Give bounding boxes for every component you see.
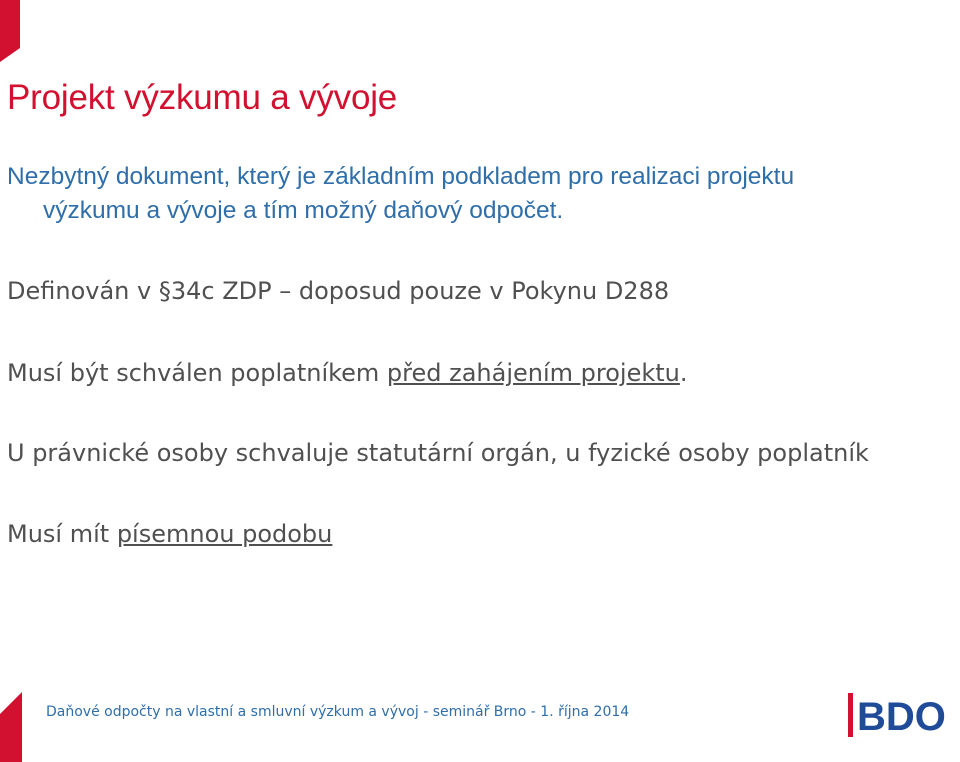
intro-line-2: výzkumu a vývoje a tím možný daňový odpočet. [43,197,564,224]
paragraph-written-form [7,520,332,548]
bdo-logo [848,690,956,740]
approval-text: Musí být schválen poplatníkem [7,359,387,387]
approval-underlined: před zahájením projektu [386,359,680,387]
paragraph-approval [7,359,688,387]
written-form-underlined: písemnou podobu [116,520,333,548]
footer-caption: Daňové odpočty na vlastní a smluvní výzkum a vývoj - seminář Brno - 1. října 2014 [46,704,630,720]
intro-line-1: Nezbytný dokument, který je základním podkladem pro realizaci projektu [7,163,795,190]
approval-period: . [679,359,688,387]
corner-accent-top [0,0,20,62]
paragraph-definition: Definován v §34c ZDP – doposud pouze v Pokynu D288 [7,277,670,305]
corner-accent-bottom [0,692,22,762]
logo-text: BDO [857,695,946,739]
written-form-text: Musí mít [7,520,117,548]
intro-paragraph [7,160,952,228]
paragraph-approver: U právnické osoby schvaluje statutární orgán, u fyzické osoby poplatník [7,439,869,467]
page-title: Projekt výzkumu a vývoje [7,78,398,117]
